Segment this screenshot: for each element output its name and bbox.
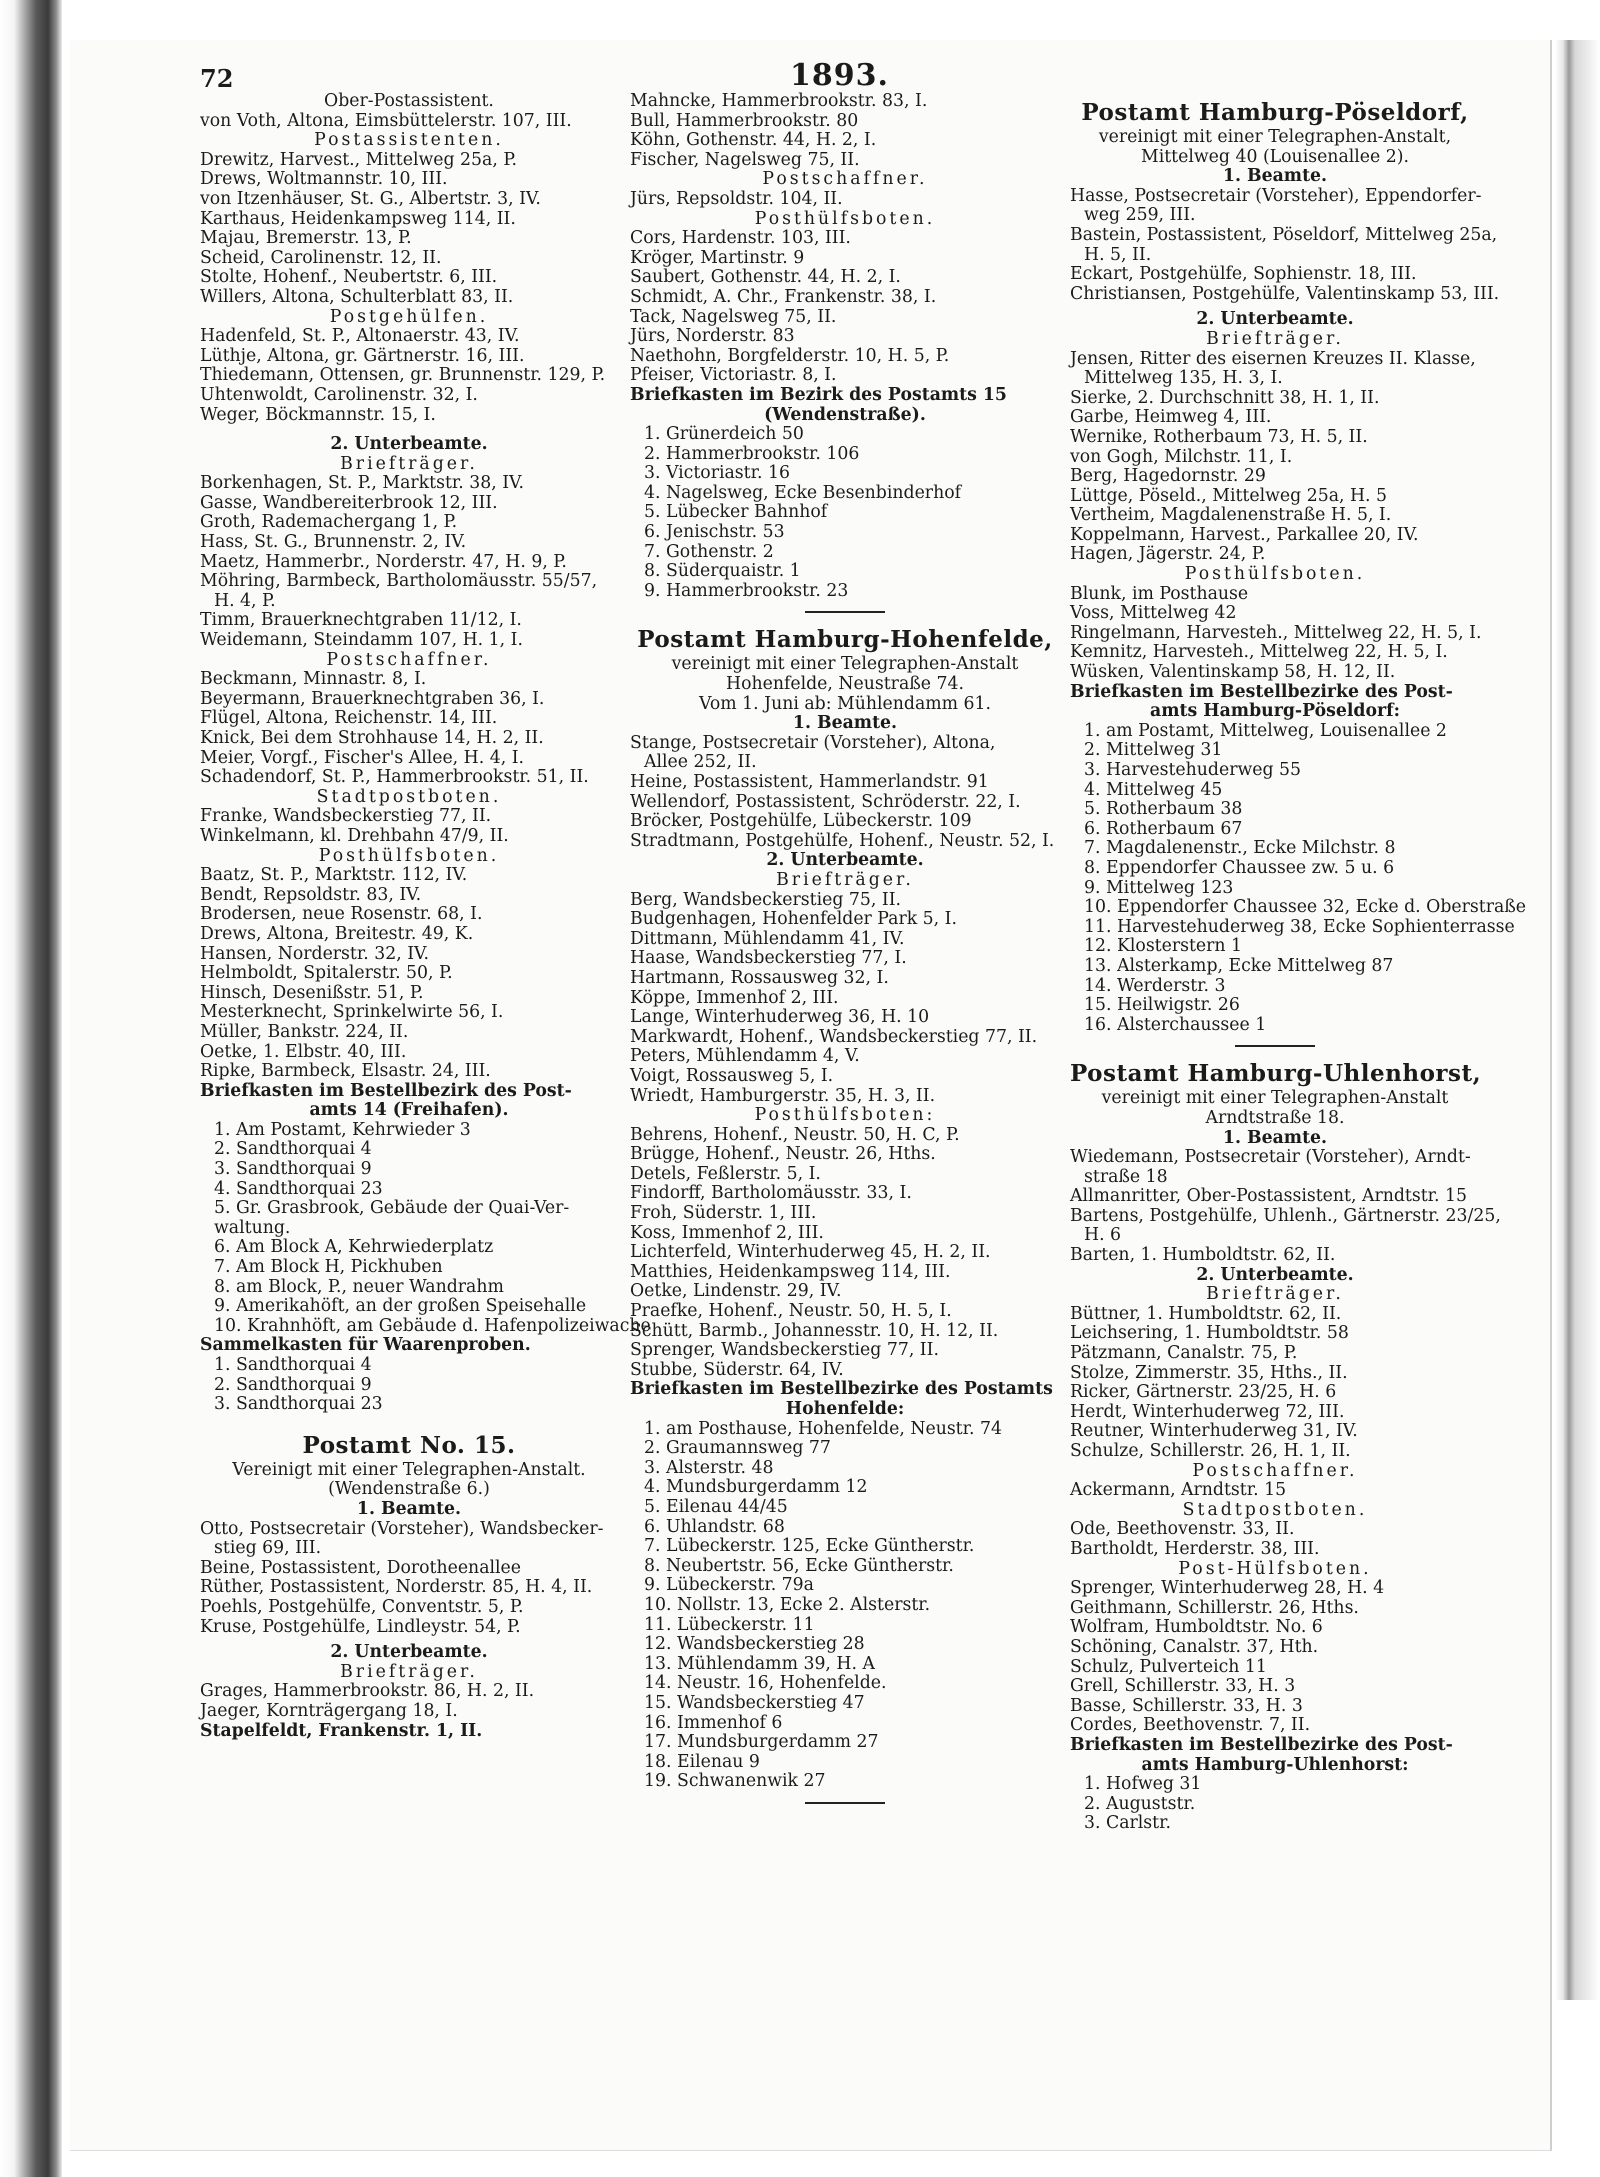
text-line: 7. Lübeckerstr. 125, Ecke Güntherstr. bbox=[644, 1536, 975, 1557]
text-line: Timm, Brauerknechtgraben 11/12, I. bbox=[200, 610, 522, 631]
text-line: Berg, Wandsbeckerstieg 75, II. bbox=[630, 889, 902, 910]
text-line: 12. Wandsbeckerstieg 28 bbox=[644, 1634, 865, 1655]
text-line: Schütt, Barmb., Johannesstr. 10, H. 12, II. bbox=[630, 1320, 999, 1341]
text-line: Möhring, Barmbeck, Bartholomäusstr. 55/57, bbox=[200, 571, 598, 592]
subheading: 2. Unterbeamte. bbox=[1196, 309, 1354, 330]
text-line: 1. am Postamt, Mittelweg, Louisenallee 2 bbox=[1084, 720, 1447, 741]
text-line: Barten, 1. Humboldtstr. 62, II. bbox=[1070, 1245, 1336, 1266]
text-line: Arndtstraße 18. bbox=[1205, 1107, 1345, 1128]
category-label: Postassistenten. bbox=[314, 130, 504, 151]
text-line: Behrens, Hohenf., Neustr. 50, H. C, P. bbox=[630, 1124, 960, 1145]
separator-rule bbox=[805, 1802, 885, 1804]
text-line: Wriedt, Hamburgerstr. 35, H. 3, II. bbox=[630, 1085, 936, 1106]
text-line: Vereinigt mit einer Telegraphen-Anstalt. bbox=[232, 1459, 586, 1480]
text-line: Uhtenwoldt, Carolinenstr. 32, I. bbox=[200, 384, 478, 405]
text-line: 9. Lübeckerstr. 79a bbox=[644, 1575, 814, 1596]
text-line: 5. Gr. Grasbrook, Gebäude der Quai-Ver- bbox=[214, 1198, 570, 1219]
text-line: Ackermann, Arndtstr. 15 bbox=[1070, 1480, 1287, 1501]
text-line: 9. Amerikahöft, an der großen Speisehalle bbox=[214, 1296, 587, 1317]
text-line: 15. Heilwigstr. 26 bbox=[1084, 995, 1240, 1016]
text-line: 7. Magdalenenstr., Ecke Milchstr. 8 bbox=[1084, 838, 1396, 859]
separator-rule bbox=[1235, 1045, 1315, 1047]
category-label: Briefträger. bbox=[340, 1661, 478, 1682]
text-line: Helmboldt, Spitalerstr. 50, P. bbox=[200, 963, 453, 984]
text-line: Allee 252, II. bbox=[644, 752, 757, 773]
text-line: Karthaus, Heidenkampsweg 114, II. bbox=[200, 208, 516, 229]
text-line: 12. Klosterstern 1 bbox=[1084, 936, 1243, 957]
text-line: Bartholdt, Herderstr. 38, III. bbox=[1070, 1538, 1320, 1559]
text-line: Bendt, Repsoldstr. 83, IV. bbox=[200, 884, 422, 905]
category-label: Posthülfsboten. bbox=[1184, 564, 1366, 585]
text-line: Froh, Süderstr. 1, III. bbox=[630, 1203, 817, 1224]
text-line: Heine, Postassistent, Hammerlandstr. 91 bbox=[630, 772, 989, 792]
text-line: 2. Sandthorquai 4 bbox=[214, 1139, 372, 1160]
text-line: 1. Hofweg 31 bbox=[1084, 1774, 1202, 1795]
subheading: Briefkasten im Bestellbezirk des Post- bbox=[200, 1080, 572, 1101]
text-line: Müller, Bankstr. 224, II. bbox=[200, 1021, 409, 1042]
text-line: Lange, Winterhuderweg 36, H. 10 bbox=[630, 1007, 930, 1028]
text-line: Brügge, Hohenf., Neustr. 26, Hths. bbox=[630, 1144, 936, 1165]
category-label: Briefträger. bbox=[1206, 328, 1344, 349]
text-line: Cordes, Beethovenstr. 7, II. bbox=[1070, 1715, 1311, 1736]
category-label: Postschaffner. bbox=[762, 169, 928, 190]
text-line: Ricker, Gärtnerstr. 23/25, H. 6 bbox=[1070, 1382, 1337, 1403]
category-label: Postschaffner. bbox=[326, 649, 492, 670]
column-left bbox=[200, 91, 651, 1741]
text-line: 8. am Block, P., neuer Wandrahm bbox=[214, 1276, 504, 1297]
text-line: Stubbe, Süderstr. 64, IV. bbox=[630, 1359, 844, 1380]
text-line: Scheid, Carolinenstr. 12, II. bbox=[200, 247, 442, 268]
text-line: Schulz, Pulverteich 11 bbox=[1070, 1656, 1267, 1677]
text-line: Stolte, Hohenf., Neubertstr. 6, III. bbox=[200, 267, 498, 288]
text-line: Drewitz, Harvest., Mittelweg 25a, P. bbox=[200, 149, 517, 170]
text-line: Hagen, Jägerstr. 24, P. bbox=[1070, 544, 1266, 565]
text-line: Hansen, Norderstr. 32, IV. bbox=[200, 943, 429, 964]
text-line: Voss, Mittelweg 42 bbox=[1070, 603, 1237, 624]
text-line: Findorff, Bartholomäusstr. 33, I. bbox=[630, 1183, 912, 1204]
text-line: Berg, Hagedornstr. 29 bbox=[1070, 466, 1266, 487]
subheading: amts Hamburg-Uhlenhorst: bbox=[1141, 1754, 1409, 1775]
text-line: vereinigt mit einer Telegraphen-Anstalt bbox=[1101, 1088, 1449, 1109]
text-line: Borkenhagen, St. P., Marktstr. 38, IV. bbox=[200, 473, 524, 494]
text-line: Bull, Hammerbrookstr. 80 bbox=[630, 110, 859, 131]
text-line: Mittelweg 135, H. 3, I. bbox=[1084, 368, 1283, 389]
text-line: Eckart, Postgehülfe, Sophienstr. 18, III. bbox=[1070, 264, 1417, 285]
text-line: H. 5, II. bbox=[1084, 244, 1152, 265]
text-line: Christiansen, Postgehülfe, Valentinskamp 53, III. bbox=[1070, 283, 1500, 304]
category-label: Briefträger. bbox=[776, 869, 914, 890]
text-line: Hadenfeld, St. P., Altonaerstr. 43, IV. bbox=[200, 326, 520, 347]
text-line: 3. Harvestehuderweg 55 bbox=[1084, 760, 1302, 780]
text-line: Winkelmann, kl. Drehbahn 47/9, II. bbox=[200, 825, 509, 846]
column-right bbox=[1070, 92, 1527, 1834]
text-line: 9. Hammerbrookstr. 23 bbox=[644, 580, 849, 601]
text-line: Brodersen, neue Rosenstr. 68, I. bbox=[200, 904, 483, 925]
text-line: Dittmann, Mühlendamm 41, IV. bbox=[630, 928, 905, 949]
text-line: Bastein, Postassistent, Pöseldorf, Mittelweg 25a, bbox=[1070, 224, 1498, 245]
subheading: 1. Beamte. bbox=[1222, 166, 1328, 187]
subheading: Briefkasten im Bestellbezirke des Post- bbox=[1070, 1734, 1453, 1755]
subheading: 1. Beamte. bbox=[356, 1498, 462, 1519]
text-line: 4. Mundsburgerdamm 12 bbox=[644, 1477, 868, 1498]
text-line: Maetz, Hammerbr., Norderstr. 47, H. 9, P. bbox=[200, 551, 567, 572]
text-line: Basse, Schillerstr. 33, H. 3 bbox=[1070, 1695, 1303, 1716]
text-line: 2. Hammerbrookstr. 106 bbox=[644, 443, 860, 464]
text-line: 16. Alsterchaussee 1 bbox=[1084, 1014, 1267, 1035]
subheading: Briefkasten im Bestellbezirke des Postamts bbox=[630, 1379, 1053, 1400]
text-line: 6. Rotherbaum 67 bbox=[1084, 818, 1243, 839]
text-line: 2. Mittelweg 31 bbox=[1084, 740, 1223, 761]
page-number: 72 bbox=[200, 64, 234, 93]
text-line: Markwardt, Hohenf., Wandsbeckerstieg 77, II. bbox=[630, 1026, 1038, 1047]
text-line: Poehls, Postgehülfe, Conventstr. 5, P. bbox=[200, 1596, 524, 1617]
text-line: Allmanritter, Ober-Postassistent, Arndtstr. 15 bbox=[1070, 1186, 1468, 1207]
text-line: 8. Eppendorfer Chaussee zw. 5 u. 6 bbox=[1084, 857, 1395, 878]
text-line: 6. Jenischstr. 53 bbox=[644, 522, 785, 543]
subheading: amts Hamburg-Pöseldorf: bbox=[1150, 701, 1400, 722]
subheading: Hohenfelde: bbox=[785, 1399, 905, 1419]
section-heading: Postamt Hamburg-Uhlenhorst, bbox=[1070, 1060, 1482, 1088]
text-line: Drews, Woltmannstr. 10, III. bbox=[200, 169, 448, 190]
text-line: Bröcker, Postgehülfe, Lübeckerstr. 109 bbox=[630, 811, 972, 832]
text-line: Beckmann, Minnastr. 8, I. bbox=[200, 669, 427, 690]
text-line: Sprenger, Winterhuderweg 28, H. 4 bbox=[1070, 1578, 1385, 1599]
text-line: Otto, Postsecretair (Vorsteher), Wandsbecker- bbox=[200, 1518, 604, 1539]
text-line: Hartmann, Rossausweg 32, I. bbox=[630, 967, 889, 988]
text-line: 5. Rotherbaum 38 bbox=[1084, 799, 1243, 820]
text-line: 1. am Posthause, Hohenfelde, Neustr. 74 bbox=[644, 1418, 1002, 1439]
text-line: Jürs, Repsoldstr. 104, II. bbox=[630, 188, 843, 209]
text-line: 14. Neustr. 16, Hohenfelde. bbox=[644, 1673, 887, 1694]
text-line: Peters, Mühlendamm 4, V. bbox=[630, 1046, 860, 1067]
text-line: Gasse, Wandbereiterbrook 12, III. bbox=[200, 492, 498, 513]
text-line: Sierke, 2. Durchschnitt 38, H. 1, II. bbox=[1070, 387, 1380, 408]
text-line: Voigt, Rossausweg 5, I. bbox=[630, 1065, 834, 1086]
text-line: 7. Gothenstr. 2 bbox=[644, 541, 774, 562]
subheading: amts 14 (Freihafen). bbox=[309, 1100, 509, 1121]
text-line: Koppelmann, Harvest., Parkallee 20, IV. bbox=[1070, 524, 1419, 545]
text-line: (Wendenstraße 6.) bbox=[328, 1479, 490, 1500]
text-line: Saubert, Gothenstr. 44, H. 2, I. bbox=[630, 267, 901, 288]
page-edge-shadow bbox=[1555, 40, 1600, 2000]
text-line: Hohenfelde, Neustraße 74. bbox=[726, 674, 964, 695]
subheading: 2. Unterbeamte. bbox=[330, 1642, 488, 1663]
text-line: 13. Alsterkamp, Ecke Mittelweg 87 bbox=[1084, 955, 1394, 976]
category-label: Posthülfsboten: bbox=[754, 1105, 936, 1126]
text-line: Bartens, Postgehülfe, Uhlenh., Gärtnerstr. 23/25, bbox=[1070, 1205, 1501, 1226]
text-line: Wernike, Rotherbaum 73, H. 5, II. bbox=[1070, 426, 1368, 447]
section-heading: Postamt Hamburg-Hohenfelde, bbox=[637, 626, 1053, 654]
text-line: Meier, Vorgf., Fischer's Allee, H. 4, I. bbox=[200, 747, 525, 768]
text-line: Hinsch, Desenißstr. 51, P. bbox=[200, 982, 424, 1003]
subheading: 1. Beamte. bbox=[792, 713, 898, 734]
text-line: Stange, Postsecretair (Vorsteher), Altona, bbox=[630, 732, 996, 753]
text-line: Thiedemann, Ottensen, gr. Brunnenstr. 129, P. bbox=[200, 365, 606, 386]
text-line: Rüther, Postassistent, Norderstr. 85, H. 4, II. bbox=[200, 1577, 593, 1598]
subheading: 2. Unterbeamte. bbox=[766, 850, 924, 871]
text-line: Köhn, Gothenstr. 44, H. 2, I. bbox=[630, 130, 877, 151]
text-line: Geithmann, Schillerstr. 26, Hths. bbox=[1070, 1597, 1359, 1618]
text-line: Garbe, Heimweg 4, III. bbox=[1070, 407, 1272, 428]
text-line: Grages, Hammerbrookstr. 86, H. 2, II. bbox=[200, 1681, 535, 1702]
text-line: 6. Uhlandstr. 68 bbox=[644, 1516, 785, 1537]
category-label: Posthülfsboten. bbox=[318, 845, 500, 866]
text-line: von Gogh, Milchstr. 11, I. bbox=[1070, 446, 1293, 467]
text-line: Cors, Hardenstr. 103, III. bbox=[630, 228, 851, 249]
text-line: 3. Alsterstr. 48 bbox=[644, 1457, 774, 1478]
year-heading: 1893. bbox=[790, 58, 889, 93]
text-line: Mahncke, Hammerbrookstr. 83, I. bbox=[630, 91, 928, 111]
text-line: Beyermann, Brauerknechtgraben 36, I. bbox=[200, 688, 545, 709]
text-line: 10. Krahnhöft, am Gebäude d. Hafenpolizeiwache bbox=[214, 1315, 651, 1336]
text-line: 1. Am Postamt, Kehrwieder 3 bbox=[214, 1119, 471, 1140]
text-line: Majau, Bremerstr. 13, P. bbox=[200, 228, 412, 249]
text-line: Kemnitz, Harvesteh., Mittelweg 22, H. 5, I. bbox=[1070, 642, 1448, 663]
text-line: 4. Sandthorquai 23 bbox=[214, 1178, 383, 1199]
text-line: Grell, Schillerstr. 33, H. 3 bbox=[1070, 1676, 1296, 1697]
text-line: Stradtmann, Postgehülfe, Hohenf., Neustr. 52, I. bbox=[630, 830, 1055, 851]
text-line: von Itzenhäuser, St. G., Albertstr. 3, IV. bbox=[200, 188, 541, 209]
text-line: 1. Sandthorquai 4 bbox=[214, 1355, 372, 1375]
text-line: 2. Sandthorquai 9 bbox=[214, 1374, 372, 1395]
separator-rule bbox=[805, 611, 885, 613]
text-line: Kruse, Postgehülfe, Lindleystr. 54, P. bbox=[200, 1616, 521, 1637]
category-label: Postgehülfen. bbox=[329, 306, 489, 327]
text-line: Büttner, 1. Humboldtstr. 62, II. bbox=[1070, 1303, 1342, 1324]
text-line: Tack, Nagelsweg 75, II. bbox=[630, 306, 837, 327]
text-line: 11. Lübeckerstr. 11 bbox=[644, 1614, 815, 1635]
section-heading: Postamt Hamburg-Pöseldorf, bbox=[1081, 99, 1469, 126]
text-line: 4. Mittelweg 45 bbox=[1084, 779, 1223, 800]
category-label: Stadtpostboten. bbox=[1182, 1499, 1368, 1520]
category-label: Post-Hülfsboten. bbox=[1178, 1558, 1372, 1579]
text-line: 3. Sandthorquai 23 bbox=[214, 1394, 383, 1415]
text-line: Beine, Postassistent, Dorotheenallee bbox=[200, 1557, 522, 1578]
subheading: 2. Unterbeamte. bbox=[1196, 1264, 1354, 1285]
text-line: Sprenger, Wandsbeckerstieg 77, II. bbox=[630, 1340, 939, 1361]
category-label: Postschaffner. bbox=[1192, 1460, 1358, 1481]
text-line: Weidemann, Steindamm 107, H. 1, I. bbox=[200, 630, 523, 651]
text-line: Haase, Wandsbeckerstieg 77, I. bbox=[630, 948, 907, 969]
text-line: Oetke, 1. Elbstr. 40, III. bbox=[200, 1041, 407, 1062]
text-line: 8. Süderquaistr. 1 bbox=[644, 561, 801, 582]
text-line: 4. Nagelsweg, Ecke Besenbinderhof bbox=[644, 482, 961, 503]
text-line: 10. Eppendorfer Chaussee 32, Ecke d. Oberstraße bbox=[1084, 897, 1527, 918]
subheading: Briefkasten im Bezirk des Postamts 15 bbox=[630, 384, 1007, 405]
text-line: 8. Neubertstr. 56, Ecke Güntherstr. bbox=[644, 1555, 954, 1576]
text-line: Ode, Beethovenstr. 33, II. bbox=[1070, 1519, 1295, 1540]
text-line: Hasse, Postsecretair (Vorsteher), Eppendorfer- bbox=[1070, 185, 1482, 206]
text-line: Mittelweg 40 (Louisenallee 2). bbox=[1141, 146, 1409, 167]
text-line: Ober-Postassistent. bbox=[324, 91, 494, 111]
text-line: Fischer, Nagelsweg 75, II. bbox=[630, 149, 860, 170]
text-line: Köppe, Immenhof 2, III. bbox=[630, 987, 839, 1008]
text-line: Willers, Altona, Schulterblatt 83, II. bbox=[200, 286, 514, 307]
category-label: Stadtpostboten. bbox=[316, 786, 502, 807]
subheading: Stapelfeldt, Frankenstr. 1, II. bbox=[200, 1720, 483, 1741]
text-line: 5. Eilenau 44/45 bbox=[644, 1496, 788, 1517]
text-line: H. 4, P. bbox=[214, 590, 276, 611]
text-line: 13. Mühlendamm 39, H. A bbox=[644, 1653, 875, 1674]
text-line: Schmidt, A. Chr., Frankenstr. 38, I. bbox=[630, 286, 937, 307]
text-line: Knick, Bei dem Strohhause 14, H. 2, II. bbox=[200, 728, 544, 748]
text-line: Jensen, Ritter des eisernen Kreuzes II. Klasse, bbox=[1070, 348, 1476, 369]
text-line: Groth, Rademachergang 1, P. bbox=[200, 512, 458, 533]
text-line: Hass, St. G., Brunnenstr. 2, IV. bbox=[200, 532, 467, 553]
text-line: straße 18 bbox=[1084, 1166, 1168, 1187]
category-label: Briefträger. bbox=[340, 453, 478, 474]
text-line: H. 6 bbox=[1084, 1225, 1122, 1246]
text-line: Pätzmann, Canalstr. 75, P. bbox=[1070, 1343, 1298, 1364]
subheading: (Wendenstraße). bbox=[764, 404, 926, 425]
text-line: 16. Immenhof 6 bbox=[644, 1712, 783, 1733]
text-line: vereinigt mit einer Telegraphen-Anstalt bbox=[671, 654, 1019, 675]
text-line: 1. Grünerdeich 50 bbox=[644, 424, 804, 445]
subheading: Sammelkasten für Waarenproben. bbox=[200, 1335, 531, 1356]
text-line: Wüsken, Valentinskamp 58, H. 12, II. bbox=[1070, 662, 1396, 683]
text-line: Vom 1. Juni ab: Mühlendamm 61. bbox=[699, 693, 991, 714]
text-line: Schadendorf, St. P., Hammerbrookstr. 51, II. bbox=[200, 767, 589, 788]
text-line: Wellendorf, Postassistent, Schröderstr. 22, I. bbox=[630, 791, 1021, 812]
text-line: Lüttge, Pöseld., Mittelweg 25a, H. 5 bbox=[1070, 485, 1388, 506]
text-line: Franke, Wandsbeckerstieg 77, II. bbox=[200, 806, 492, 827]
text-line: Weger, Böckmannstr. 15, I. bbox=[200, 404, 436, 425]
text-line: Schöning, Canalstr. 37, Hth. bbox=[1070, 1636, 1319, 1657]
text-line: Budgenhagen, Hohenfelder Park 5, I. bbox=[630, 909, 957, 930]
text-line: Ringelmann, Harvesteh., Mittelweg 22, H. 5, I. bbox=[1070, 622, 1482, 643]
text-line: Baatz, St. P., Marktstr. 112, IV. bbox=[200, 865, 468, 886]
text-line: 2. Graumannsweg 77 bbox=[644, 1438, 831, 1459]
category-label: Posthülfsboten. bbox=[754, 208, 936, 229]
text-line: 10. Nollstr. 13, Ecke 2. Alsterstr. bbox=[644, 1594, 931, 1615]
text-line: 15. Wandsbeckerstieg 47 bbox=[644, 1692, 865, 1713]
text-line: 3. Carlstr. bbox=[1084, 1813, 1171, 1834]
text-line: Reutner, Winterhuderweg 31, IV. bbox=[1070, 1421, 1358, 1442]
text-line: waltung. bbox=[214, 1217, 291, 1238]
text-line: Lichterfeld, Winterhuderweg 45, H. 2, II. bbox=[630, 1242, 991, 1263]
text-line: 19. Schwanenwik 27 bbox=[644, 1771, 826, 1792]
text-line: 3. Sandthorquai 9 bbox=[214, 1159, 372, 1180]
text-line: Leichsering, 1. Humboldtstr. 58 bbox=[1070, 1323, 1349, 1344]
text-line: Mesterknecht, Sprinkelwirte 56, I. bbox=[200, 1002, 504, 1023]
text-line: Wolfram, Humboldtstr. No. 6 bbox=[1070, 1617, 1323, 1638]
text-line: Herdt, Winterhuderweg 72, III. bbox=[1070, 1401, 1345, 1422]
text-line: Matthies, Heidenkampsweg 114, III. bbox=[630, 1261, 951, 1282]
text-line: Ripke, Barmbeck, Elsastr. 24, III. bbox=[200, 1061, 491, 1082]
spacer bbox=[200, 1415, 618, 1425]
text-line: Koss, Immenhof 2, III. bbox=[630, 1222, 824, 1243]
category-label: Briefträger. bbox=[1206, 1284, 1344, 1305]
text-line: Pfeiser, Victoriastr. 8, I. bbox=[630, 365, 837, 386]
text-line: Praefke, Hohenf., Neustr. 50, H. 5, I. bbox=[630, 1301, 952, 1322]
text-line: Oetke, Lindenstr. 29, IV. bbox=[630, 1281, 842, 1302]
text-line: Schulze, Schillerstr. 26, H. 1, II. bbox=[1070, 1441, 1351, 1461]
text-line: Detels, Feßlerstr. 5, I. bbox=[630, 1163, 821, 1184]
text-line: Blunk, im Posthause bbox=[1070, 583, 1249, 604]
text-line: Lüthje, Altona, gr. Gärtnerstr. 16, III. bbox=[200, 345, 525, 366]
text-line: 2. Auguststr. bbox=[1084, 1793, 1196, 1814]
subheading: 2. Unterbeamte. bbox=[330, 434, 488, 455]
text-line: weg 259, III. bbox=[1084, 205, 1196, 226]
column-middle bbox=[630, 92, 1060, 1816]
text-line: 17. Mundsburgerdamm 27 bbox=[644, 1732, 879, 1753]
text-line: 5. Lübecker Bahnhof bbox=[644, 502, 828, 523]
text-line: vereinigt mit einer Telegraphen-Anstalt, bbox=[1098, 127, 1452, 147]
text-line: Kröger, Martinstr. 9 bbox=[630, 247, 805, 268]
text-line: Jürs, Norderstr. 83 bbox=[630, 326, 795, 347]
text-line: Vertheim, Magdalenenstraße H. 5, I. bbox=[1070, 505, 1392, 526]
subheading: Briefkasten im Bestellbezirke des Post- bbox=[1070, 681, 1453, 702]
text-line: Wiedemann, Postsecretair (Vorsteher), Arndt- bbox=[1070, 1147, 1471, 1168]
text-line: Drews, Altona, Breitestr. 49, K. bbox=[200, 923, 474, 944]
text-line: stieg 69, III. bbox=[214, 1538, 322, 1559]
text-line: 7. Am Block H, Pickhuben bbox=[214, 1257, 443, 1278]
subheading: 1. Beamte. bbox=[1222, 1127, 1328, 1148]
book-gutter bbox=[0, 0, 62, 2177]
text-line: 18. Eilenau 9 bbox=[644, 1751, 760, 1772]
text-line: 6. Am Block A, Kehrwiederplatz bbox=[214, 1237, 494, 1258]
text-line: Naethohn, Borgfelderstr. 10, H. 5, P. bbox=[630, 345, 950, 366]
text-line: von Voth, Altona, Eimsbüttelerstr. 107, III. bbox=[200, 110, 572, 131]
text-line: 14. Werderstr. 3 bbox=[1084, 975, 1226, 996]
text-line: Stolze, Zimmerstr. 35, Hths., II. bbox=[1070, 1362, 1348, 1383]
text-line: Flügel, Altona, Reichenstr. 14, III. bbox=[200, 708, 498, 729]
section-heading: Postamt No. 15. bbox=[302, 1431, 516, 1459]
text-line: Jaeger, Kornträgergang 18, I. bbox=[200, 1700, 458, 1721]
text-line: 3. Victoriastr. 16 bbox=[644, 463, 790, 484]
text-line: 11. Harvestehuderweg 38, Ecke Sophienterrasse bbox=[1084, 916, 1515, 937]
text-line: 9. Mittelweg 123 bbox=[1084, 877, 1234, 898]
